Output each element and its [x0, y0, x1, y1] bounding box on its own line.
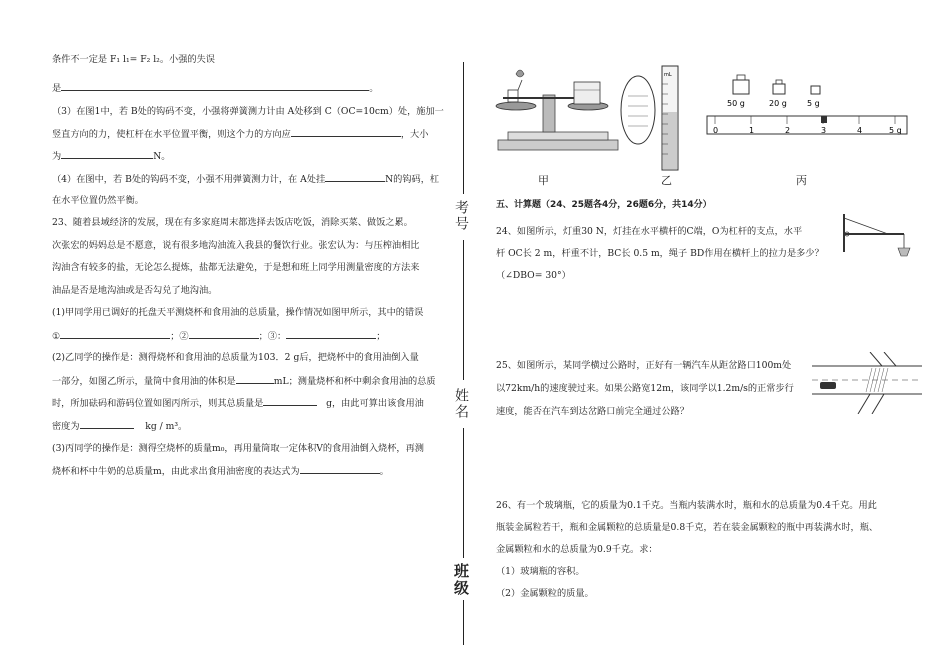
binding-line: [463, 600, 464, 645]
text-line: （2）金属颗粒的质量。: [496, 588, 594, 599]
answer-blank[interactable]: [300, 463, 380, 474]
text: kg / m³。: [145, 421, 188, 432]
answer-blank[interactable]: [80, 418, 134, 429]
text-line: 在水平位置仍然平衡。: [52, 195, 144, 206]
section-heading: 五、计算题（24、25题各4分，26题6分，共14分）: [496, 200, 712, 210]
ruler-tick: 3: [821, 126, 827, 135]
answer-blank[interactable]: [291, 126, 401, 137]
text: ，大小: [400, 129, 429, 140]
text-line: [52, 126, 428, 142]
answer-blank[interactable]: [61, 80, 369, 91]
binding-line: [463, 62, 464, 194]
text: 烧杯和杯中牛奶的总质量m，由此求出食用油密度的表达式为: [52, 466, 300, 477]
text: 。: [369, 83, 379, 94]
text-line: 金属颗粒和水的总质量为0.9千克。求：: [496, 544, 658, 555]
weight-label: 5 g: [807, 99, 820, 108]
weight-label: 50 g: [727, 99, 745, 108]
binding-line: [463, 428, 464, 558]
ruler-tick: 2: [785, 126, 791, 135]
text-line: [52, 463, 389, 479]
ruler-tick: 0: [713, 126, 719, 135]
experiment-figures: [488, 60, 918, 188]
cylinder-figure: [618, 60, 708, 180]
ruler-tick: 4: [857, 126, 863, 135]
text-line: [52, 80, 378, 96]
text: 密度为: [52, 421, 80, 432]
text-line: 速度，能否在汽车到达岔路口前完全通过公路？: [496, 406, 689, 417]
text-line: 24、如图所示，灯重30 N，灯挂在水平横杆的C端，O为杠杆的支点，水平: [496, 226, 803, 237]
weight-label: 20 g: [769, 99, 787, 108]
figure-label-bing: 丙: [796, 174, 807, 187]
text: mL；测量烧杯和杯中剩余食用油的总质: [273, 376, 436, 387]
text: 是: [52, 83, 62, 94]
text: ；②: [170, 331, 189, 342]
text-line: （∠DBO= 30°）: [496, 270, 571, 281]
text-line: 次张宏的妈妈总是不愿意，说有很多地沟油流入我县的餐饮行业。张宏认为：与压榨油相比: [52, 240, 420, 251]
binding-line: [463, 240, 464, 380]
text: 为: [52, 151, 62, 162]
text-line: 25、如图所示，某同学横过公路时，正好有一辆汽车从距岔路口100m处: [496, 360, 792, 371]
text: 一部分，如图乙所示，量筒中食用油的体积是: [52, 376, 236, 387]
text-line: [52, 418, 187, 434]
lever-figure: [838, 212, 918, 272]
text-line: [52, 171, 439, 187]
xingming-label: 姓名: [453, 388, 469, 420]
text: （4）在图中，若 B处的钩码不变，小强不用弹簧测力计，在 A处挂: [52, 174, 326, 185]
answer-blank[interactable]: [60, 328, 170, 339]
answer-blank[interactable]: [325, 171, 385, 182]
answer-blank[interactable]: [236, 373, 274, 384]
text-line: [52, 328, 385, 344]
figure-label-jia: 甲: [538, 174, 549, 187]
text: N。: [153, 151, 171, 162]
road-figure: [812, 352, 922, 414]
answer-blank[interactable]: [189, 328, 259, 339]
ruler-tick: 1: [749, 126, 755, 135]
text-line: 沟油含有较多的盐，无论怎么提炼，盐都无法避免，于是想和班上同学用测量密度的方法来: [52, 262, 420, 273]
ruler-tick: 5 g: [889, 126, 902, 135]
text: 时，所加砝码和游码位置如图丙所示，则其总质量是: [52, 398, 264, 409]
text-line: (3)丙同学的操作是：测得空烧杯的质量m₀，再用量筒取一定体积V的食用油倒入烧杯，再测: [52, 443, 424, 454]
text-line: (1)甲同学用已调好的托盘天平测烧杯和食用油的总质量，操作情况如图甲所示，其中的错误: [52, 307, 424, 318]
text-line: [52, 148, 170, 164]
weights-figure: [703, 60, 913, 160]
banji-label: 班级: [452, 563, 470, 597]
text-line: 杆 OC长 2 m，杆重不计，BC长 0.5 m，绳子 BD作用在横杆上的拉力是多少？: [496, 248, 824, 259]
text-line: [52, 373, 436, 389]
kaohao-label: 考号: [453, 200, 469, 232]
text-line: 26、有一个玻璃瓶，它的质量为0.1千克。当瓶内装满水时，瓶和水的总质量为0.4千克。用此: [496, 500, 877, 511]
balance-figure: [488, 60, 628, 170]
text-line: 油品是否是地沟油或是否勾兑了地沟油。: [52, 285, 218, 296]
answer-blank[interactable]: [61, 148, 153, 159]
text: N的钩码，杠: [385, 174, 440, 185]
text-line: 以72km/h的速度驶过来。如果公路宽12m，该同学以1.2m/s的正常步行: [496, 383, 794, 394]
text-line: （1）玻璃瓶的容积。: [496, 566, 585, 577]
text: ；③：: [258, 331, 287, 342]
text-line: 条件不一定是 F₁ l₁= F₂ l₂。小强的失误: [52, 54, 215, 65]
text: ；: [376, 331, 386, 342]
answer-blank[interactable]: [263, 395, 317, 406]
figure-label-yi: 乙: [661, 174, 672, 187]
text: g，由此可算出该食用油: [326, 398, 424, 409]
text-line: 23、随着县域经济的发展，现在有多家庭周末都选择去饭店吃饭，消除买菜、做饭之累。: [52, 217, 413, 228]
text: ①: [52, 331, 61, 342]
cylinder-unit: mL: [664, 72, 672, 78]
text: 竖直方向的力，使杠杆在水平位置平衡，则这个力的方向应: [52, 129, 291, 140]
text-line: （3）在图1中，若 B处的钩码不变，小强将弹簧测力计由 A处移到 C（OC=10cm）处，施加一: [52, 106, 444, 117]
text-line: 瓶装金属粒若干，瓶和金属颗粒的总质量是0.8千克，若在装金属颗粒的瓶中再装满水时，瓶、: [496, 522, 879, 533]
text: 。: [379, 466, 389, 477]
text-line: (2)乙同学的操作是：测得烧杯和食用油的总质量为103．2 g后，把烧杯中的食用油倒入量: [52, 352, 419, 363]
text-line: [52, 395, 424, 411]
answer-blank[interactable]: [286, 328, 376, 339]
